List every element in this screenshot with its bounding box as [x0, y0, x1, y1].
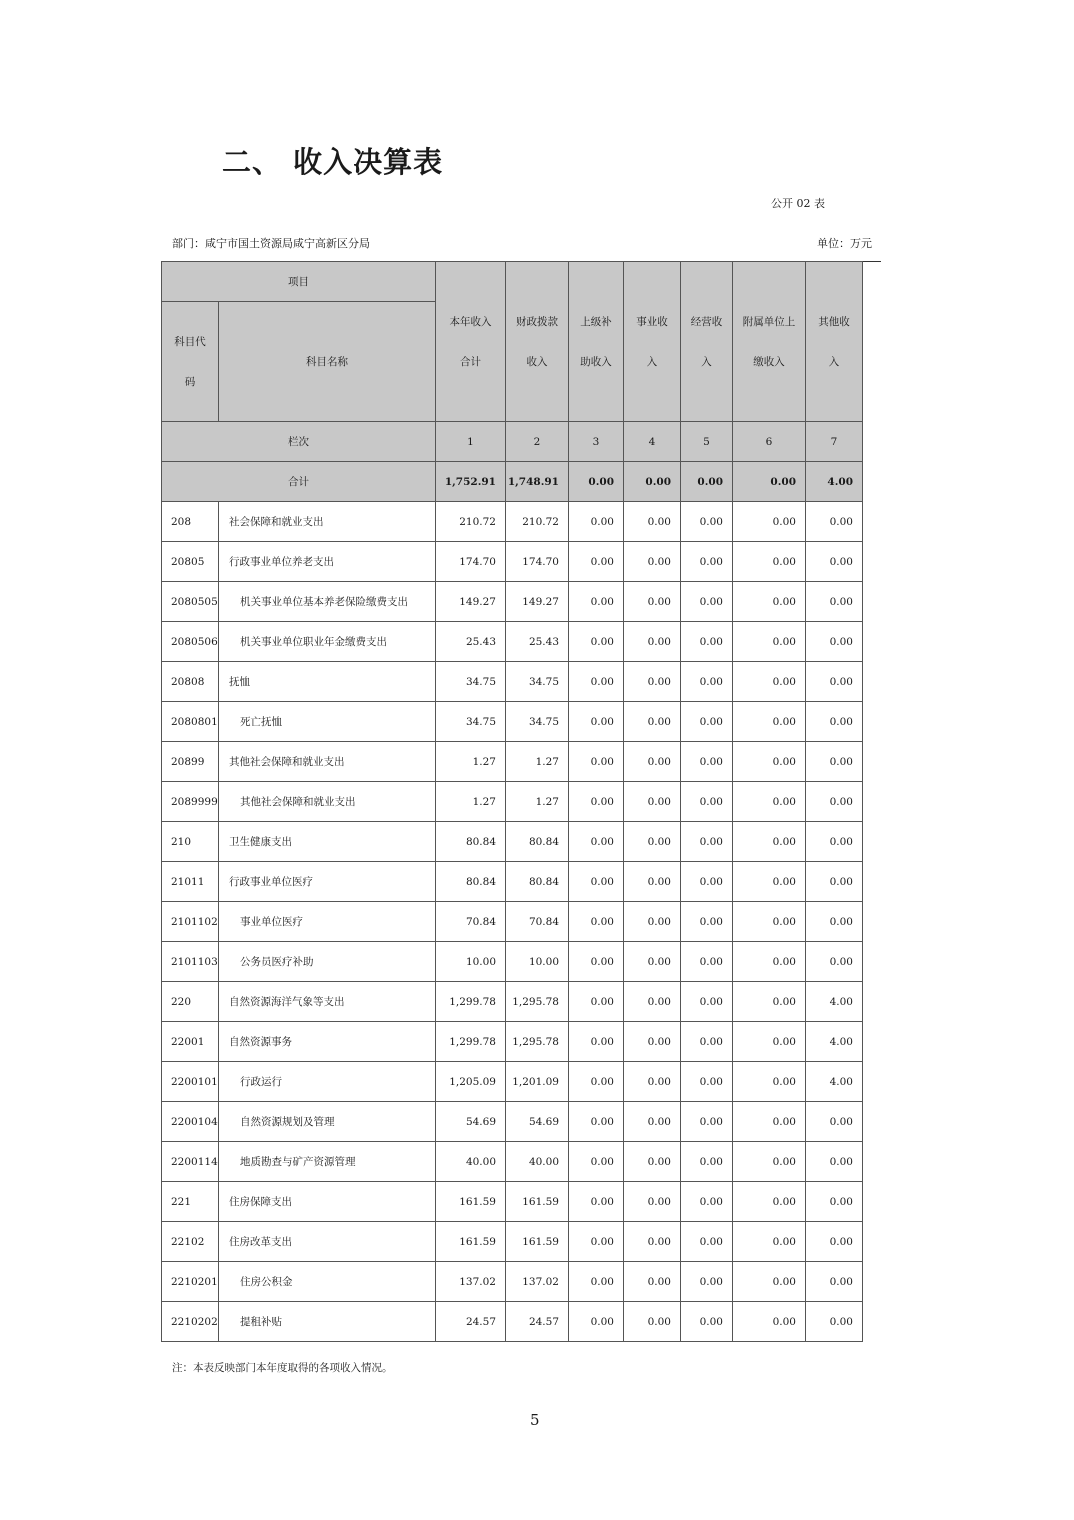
header-project: 项目: [162, 262, 436, 302]
subject-code: 2101103: [162, 942, 219, 982]
amount-cell: 0.00: [733, 862, 806, 902]
amount-cell: 80.84: [506, 862, 569, 902]
amount-cell: 1.27: [506, 782, 569, 822]
subject-code: 2200114: [162, 1142, 219, 1182]
amount-cell: 0.00: [624, 862, 681, 902]
header-col1: 本年收入 合计: [436, 262, 506, 422]
subject-name: 社会保障和就业支出: [219, 502, 436, 542]
amount-cell: 149.27: [506, 582, 569, 622]
amount-cell: 0.00: [806, 622, 863, 662]
amount-cell: 1,299.78: [436, 982, 506, 1022]
amount-cell: 0.00: [681, 662, 733, 702]
amount-cell: 0.00: [733, 1022, 806, 1062]
amount-cell: 0.00: [569, 1102, 624, 1142]
amount-cell: 0.00: [569, 1262, 624, 1302]
amount-cell: 0.00: [681, 1022, 733, 1062]
amount-cell: 34.75: [506, 662, 569, 702]
amount-cell: 161.59: [506, 1222, 569, 1262]
amount-cell: 0.00: [624, 1062, 681, 1102]
amount-cell: 0.00: [681, 1182, 733, 1222]
amount-cell: 0.00: [681, 622, 733, 662]
amount-cell: 0.00: [806, 1182, 863, 1222]
amount-cell: 174.70: [436, 542, 506, 582]
amount-cell: 0.00: [806, 742, 863, 782]
amount-cell: 1.27: [436, 782, 506, 822]
amount-cell: 0.00: [806, 542, 863, 582]
amount-cell: 0.00: [681, 502, 733, 542]
subject-code: 2080506: [162, 622, 219, 662]
table-row: [162, 742, 863, 782]
amount-cell: 0.00: [569, 1302, 624, 1342]
subject-code: 2210202: [162, 1302, 219, 1342]
amount-cell: 0.00: [733, 942, 806, 982]
table-row: [162, 782, 863, 822]
subject-name: 自然资源海洋气象等支出: [219, 982, 436, 1022]
amount-cell: 137.02: [506, 1262, 569, 1302]
amount-cell: 0.00: [733, 622, 806, 662]
amount-cell: 174.70: [506, 542, 569, 582]
amount-cell: 0.00: [733, 982, 806, 1022]
amount-cell: 1,201.09: [506, 1062, 569, 1102]
amount-cell: 0.00: [624, 1102, 681, 1142]
amount-cell: 0.00: [806, 1222, 863, 1262]
amount-cell: 0.00: [569, 942, 624, 982]
subject-name: 机关事业单位职业年金缴费支出: [219, 622, 436, 662]
amount-cell: 0.00: [569, 582, 624, 622]
page-title: 二、 收入决算表: [222, 145, 444, 179]
subject-name: 住房改革支出: [219, 1222, 436, 1262]
amount-cell: 0.00: [681, 742, 733, 782]
table-row: [162, 622, 863, 662]
subject-code: 2080505: [162, 582, 219, 622]
amount-cell: 0.00: [681, 1222, 733, 1262]
column-index: 3: [569, 422, 624, 462]
amount-cell: 0.00: [681, 902, 733, 942]
amount-cell: 0.00: [681, 942, 733, 982]
subject-name: 自然资源事务: [219, 1022, 436, 1062]
subject-code: 208: [162, 502, 219, 542]
amount-cell: 0.00: [569, 662, 624, 702]
page-number: 5: [530, 1411, 540, 1429]
amount-cell: 54.69: [506, 1102, 569, 1142]
table-row: [162, 702, 863, 742]
amount-cell: 0.00: [624, 542, 681, 582]
amount-cell: 0.00: [681, 862, 733, 902]
subject-name: 住房保障支出: [219, 1182, 436, 1222]
amount-cell: 0.00: [624, 742, 681, 782]
subject-name: 卫生健康支出: [219, 822, 436, 862]
form-number: 公开 02 表: [771, 197, 825, 210]
total-value: 1,748.91: [506, 462, 569, 502]
amount-cell: 0.00: [806, 822, 863, 862]
subject-name: 公务员医疗补助: [219, 942, 436, 982]
amount-cell: 0.00: [569, 1182, 624, 1222]
subject-name: 其他社会保障和就业支出: [219, 782, 436, 822]
table-row: [162, 662, 863, 702]
table-row: [162, 1262, 863, 1302]
amount-cell: 161.59: [436, 1182, 506, 1222]
amount-cell: 0.00: [624, 902, 681, 942]
total-value: 0.00: [681, 462, 733, 502]
total-value: 0.00: [569, 462, 624, 502]
amount-cell: 0.00: [569, 782, 624, 822]
amount-cell: 0.00: [569, 902, 624, 942]
amount-cell: 10.00: [436, 942, 506, 982]
amount-cell: 0.00: [806, 702, 863, 742]
amount-cell: 0.00: [681, 1142, 733, 1182]
subject-name: 住房公积金: [219, 1262, 436, 1302]
total-value: 0.00: [733, 462, 806, 502]
subject-code: 22102: [162, 1222, 219, 1262]
amount-cell: 0.00: [733, 1062, 806, 1102]
amount-cell: 0.00: [624, 502, 681, 542]
amount-cell: 0.00: [681, 1302, 733, 1342]
header-col5: 经营收 入: [681, 262, 733, 422]
amount-cell: 34.75: [436, 702, 506, 742]
amount-cell: 0.00: [733, 1102, 806, 1142]
subject-name: 行政事业单位养老支出: [219, 542, 436, 582]
amount-cell: 0.00: [569, 1062, 624, 1102]
column-index: 6: [733, 422, 806, 462]
header-col2: 财政拨款 收入: [506, 262, 569, 422]
table-row: [162, 902, 863, 942]
subject-code: 20899: [162, 742, 219, 782]
subject-code: 210: [162, 822, 219, 862]
table-row: [162, 1142, 863, 1182]
amount-cell: 210.72: [436, 502, 506, 542]
amount-cell: 25.43: [506, 622, 569, 662]
amount-cell: 161.59: [436, 1222, 506, 1262]
amount-cell: 1.27: [436, 742, 506, 782]
amount-cell: 0.00: [624, 1222, 681, 1262]
subject-code: 2200101: [162, 1062, 219, 1102]
amount-cell: 0.00: [733, 502, 806, 542]
amount-cell: 0.00: [733, 902, 806, 942]
subject-name: 机关事业单位基本养老保险缴费支出: [219, 582, 436, 622]
subject-code: 2080801: [162, 702, 219, 742]
subject-code: 2210201: [162, 1262, 219, 1302]
amount-cell: 0.00: [806, 782, 863, 822]
table-row: [162, 942, 863, 982]
column-index: 1: [436, 422, 506, 462]
subject-code: 221: [162, 1182, 219, 1222]
amount-cell: 0.00: [681, 822, 733, 862]
unit-label: 单位：万元: [817, 237, 872, 250]
table-row: [162, 1302, 863, 1342]
subject-name: 行政运行: [219, 1062, 436, 1102]
amount-cell: 0.00: [681, 702, 733, 742]
amount-cell: 0.00: [624, 1302, 681, 1342]
amount-cell: 4.00: [806, 1062, 863, 1102]
amount-cell: 0.00: [733, 542, 806, 582]
amount-cell: 0.00: [806, 1102, 863, 1142]
amount-cell: 0.00: [569, 702, 624, 742]
amount-cell: 0.00: [806, 902, 863, 942]
amount-cell: 0.00: [624, 782, 681, 822]
amount-cell: 4.00: [806, 1022, 863, 1062]
amount-cell: 0.00: [733, 742, 806, 782]
amount-cell: 0.00: [624, 942, 681, 982]
amount-cell: 0.00: [806, 662, 863, 702]
amount-cell: 0.00: [569, 502, 624, 542]
subject-name: 行政事业单位医疗: [219, 862, 436, 902]
amount-cell: 54.69: [436, 1102, 506, 1142]
amount-cell: 0.00: [624, 662, 681, 702]
amount-cell: 0.00: [733, 782, 806, 822]
amount-cell: 40.00: [506, 1142, 569, 1182]
header-col7: 其他收 入: [806, 262, 863, 422]
amount-cell: 70.84: [436, 902, 506, 942]
subject-name: 提租补贴: [219, 1302, 436, 1342]
amount-cell: 0.00: [624, 582, 681, 622]
amount-cell: 0.00: [733, 1302, 806, 1342]
table-row: [162, 862, 863, 902]
amount-cell: 0.00: [624, 702, 681, 742]
amount-cell: 0.00: [624, 1142, 681, 1182]
amount-cell: 0.00: [806, 942, 863, 982]
subject-name: 抚恤: [219, 662, 436, 702]
table-row: [162, 502, 863, 542]
amount-cell: 1,205.09: [436, 1062, 506, 1102]
subject-code: 2200104: [162, 1102, 219, 1142]
amount-cell: 0.00: [806, 502, 863, 542]
amount-cell: 0.00: [569, 622, 624, 662]
table-row: [162, 1062, 863, 1102]
amount-cell: 0.00: [624, 1022, 681, 1062]
amount-cell: 0.00: [733, 822, 806, 862]
column-index: 5: [681, 422, 733, 462]
amount-cell: 0.00: [569, 822, 624, 862]
table-row: [162, 1222, 863, 1262]
amount-cell: 0.00: [624, 622, 681, 662]
amount-cell: 1,295.78: [506, 1022, 569, 1062]
amount-cell: 0.00: [733, 1142, 806, 1182]
subject-code: 2101102: [162, 902, 219, 942]
amount-cell: 4.00: [806, 982, 863, 1022]
subject-code: 220: [162, 982, 219, 1022]
column-index: 4: [624, 422, 681, 462]
amount-cell: 0.00: [681, 782, 733, 822]
subject-code: 20805: [162, 542, 219, 582]
amount-cell: 0.00: [681, 982, 733, 1022]
subject-code: 22001: [162, 1022, 219, 1062]
amount-cell: 0.00: [624, 982, 681, 1022]
amount-cell: 0.00: [733, 1262, 806, 1302]
amount-cell: 70.84: [506, 902, 569, 942]
amount-cell: 0.00: [733, 702, 806, 742]
amount-cell: 25.43: [436, 622, 506, 662]
income-table: [161, 261, 863, 1342]
table-row: [162, 1022, 863, 1062]
header-col6: 附属单位上 缴收入: [733, 262, 806, 422]
amount-cell: 0.00: [806, 862, 863, 902]
amount-cell: 0.00: [569, 862, 624, 902]
amount-cell: 0.00: [681, 1262, 733, 1302]
amount-cell: 0.00: [569, 1222, 624, 1262]
amount-cell: 80.84: [436, 822, 506, 862]
table-row: [162, 982, 863, 1022]
total-value: 0.00: [624, 462, 681, 502]
header-col3: 上级补 助收入: [569, 262, 624, 422]
amount-cell: 0.00: [624, 1262, 681, 1302]
table-row: [162, 582, 863, 622]
amount-cell: 34.75: [436, 662, 506, 702]
amount-cell: 24.57: [506, 1302, 569, 1342]
total-value: 4.00: [806, 462, 863, 502]
table-row: [162, 1182, 863, 1222]
column-index: 7: [806, 422, 863, 462]
amount-cell: 137.02: [436, 1262, 506, 1302]
amount-cell: 161.59: [506, 1182, 569, 1222]
amount-cell: 0.00: [806, 1302, 863, 1342]
table-row: [162, 1102, 863, 1142]
amount-cell: 0.00: [806, 1262, 863, 1302]
subject-name: 自然资源规划及管理: [219, 1102, 436, 1142]
amount-cell: 0.00: [681, 1062, 733, 1102]
amount-cell: 0.00: [569, 1022, 624, 1062]
amount-cell: 0.00: [806, 1142, 863, 1182]
table-row: [162, 542, 863, 582]
total-label: 合计: [162, 462, 436, 502]
amount-cell: 1,295.78: [506, 982, 569, 1022]
subject-name: 死亡抚恤: [219, 702, 436, 742]
amount-cell: 1.27: [506, 742, 569, 782]
divider: [861, 261, 881, 262]
amount-cell: 0.00: [569, 982, 624, 1022]
amount-cell: 80.84: [506, 822, 569, 862]
amount-cell: 10.00: [506, 942, 569, 982]
amount-cell: 0.00: [569, 542, 624, 582]
total-value: 1,752.91: [436, 462, 506, 502]
amount-cell: 0.00: [624, 1182, 681, 1222]
amount-cell: 0.00: [806, 582, 863, 622]
amount-cell: 0.00: [681, 1102, 733, 1142]
amount-cell: 0.00: [733, 662, 806, 702]
amount-cell: 0.00: [569, 742, 624, 782]
header-col4: 事业收 入: [624, 262, 681, 422]
amount-cell: 1,299.78: [436, 1022, 506, 1062]
amount-cell: 80.84: [436, 862, 506, 902]
amount-cell: 0.00: [681, 582, 733, 622]
amount-cell: 0.00: [681, 542, 733, 582]
table-note: 注：本表反映部门本年度取得的各项收入情况。: [172, 1362, 393, 1374]
amount-cell: 149.27: [436, 582, 506, 622]
subject-code: 21011: [162, 862, 219, 902]
amount-cell: 0.00: [733, 1182, 806, 1222]
amount-cell: 34.75: [506, 702, 569, 742]
subject-name: 事业单位医疗: [219, 902, 436, 942]
amount-cell: 0.00: [733, 1222, 806, 1262]
subject-code: 20808: [162, 662, 219, 702]
subject-name: 地质勘查与矿产资源管理: [219, 1142, 436, 1182]
subject-code: 2089999: [162, 782, 219, 822]
department-label: 部门：咸宁市国土资源局咸宁高新区分局: [172, 237, 370, 250]
amount-cell: 0.00: [733, 582, 806, 622]
table-row: [162, 822, 863, 862]
column-index: 2: [506, 422, 569, 462]
subject-name: 其他社会保障和就业支出: [219, 742, 436, 782]
header-name: 科目名称: [219, 302, 436, 422]
amount-cell: 210.72: [506, 502, 569, 542]
amount-cell: 24.57: [436, 1302, 506, 1342]
header-lanci: 栏次: [162, 422, 436, 462]
header-code: 科目代 码: [162, 302, 219, 422]
amount-cell: 40.00: [436, 1142, 506, 1182]
amount-cell: 0.00: [624, 822, 681, 862]
amount-cell: 0.00: [569, 1142, 624, 1182]
